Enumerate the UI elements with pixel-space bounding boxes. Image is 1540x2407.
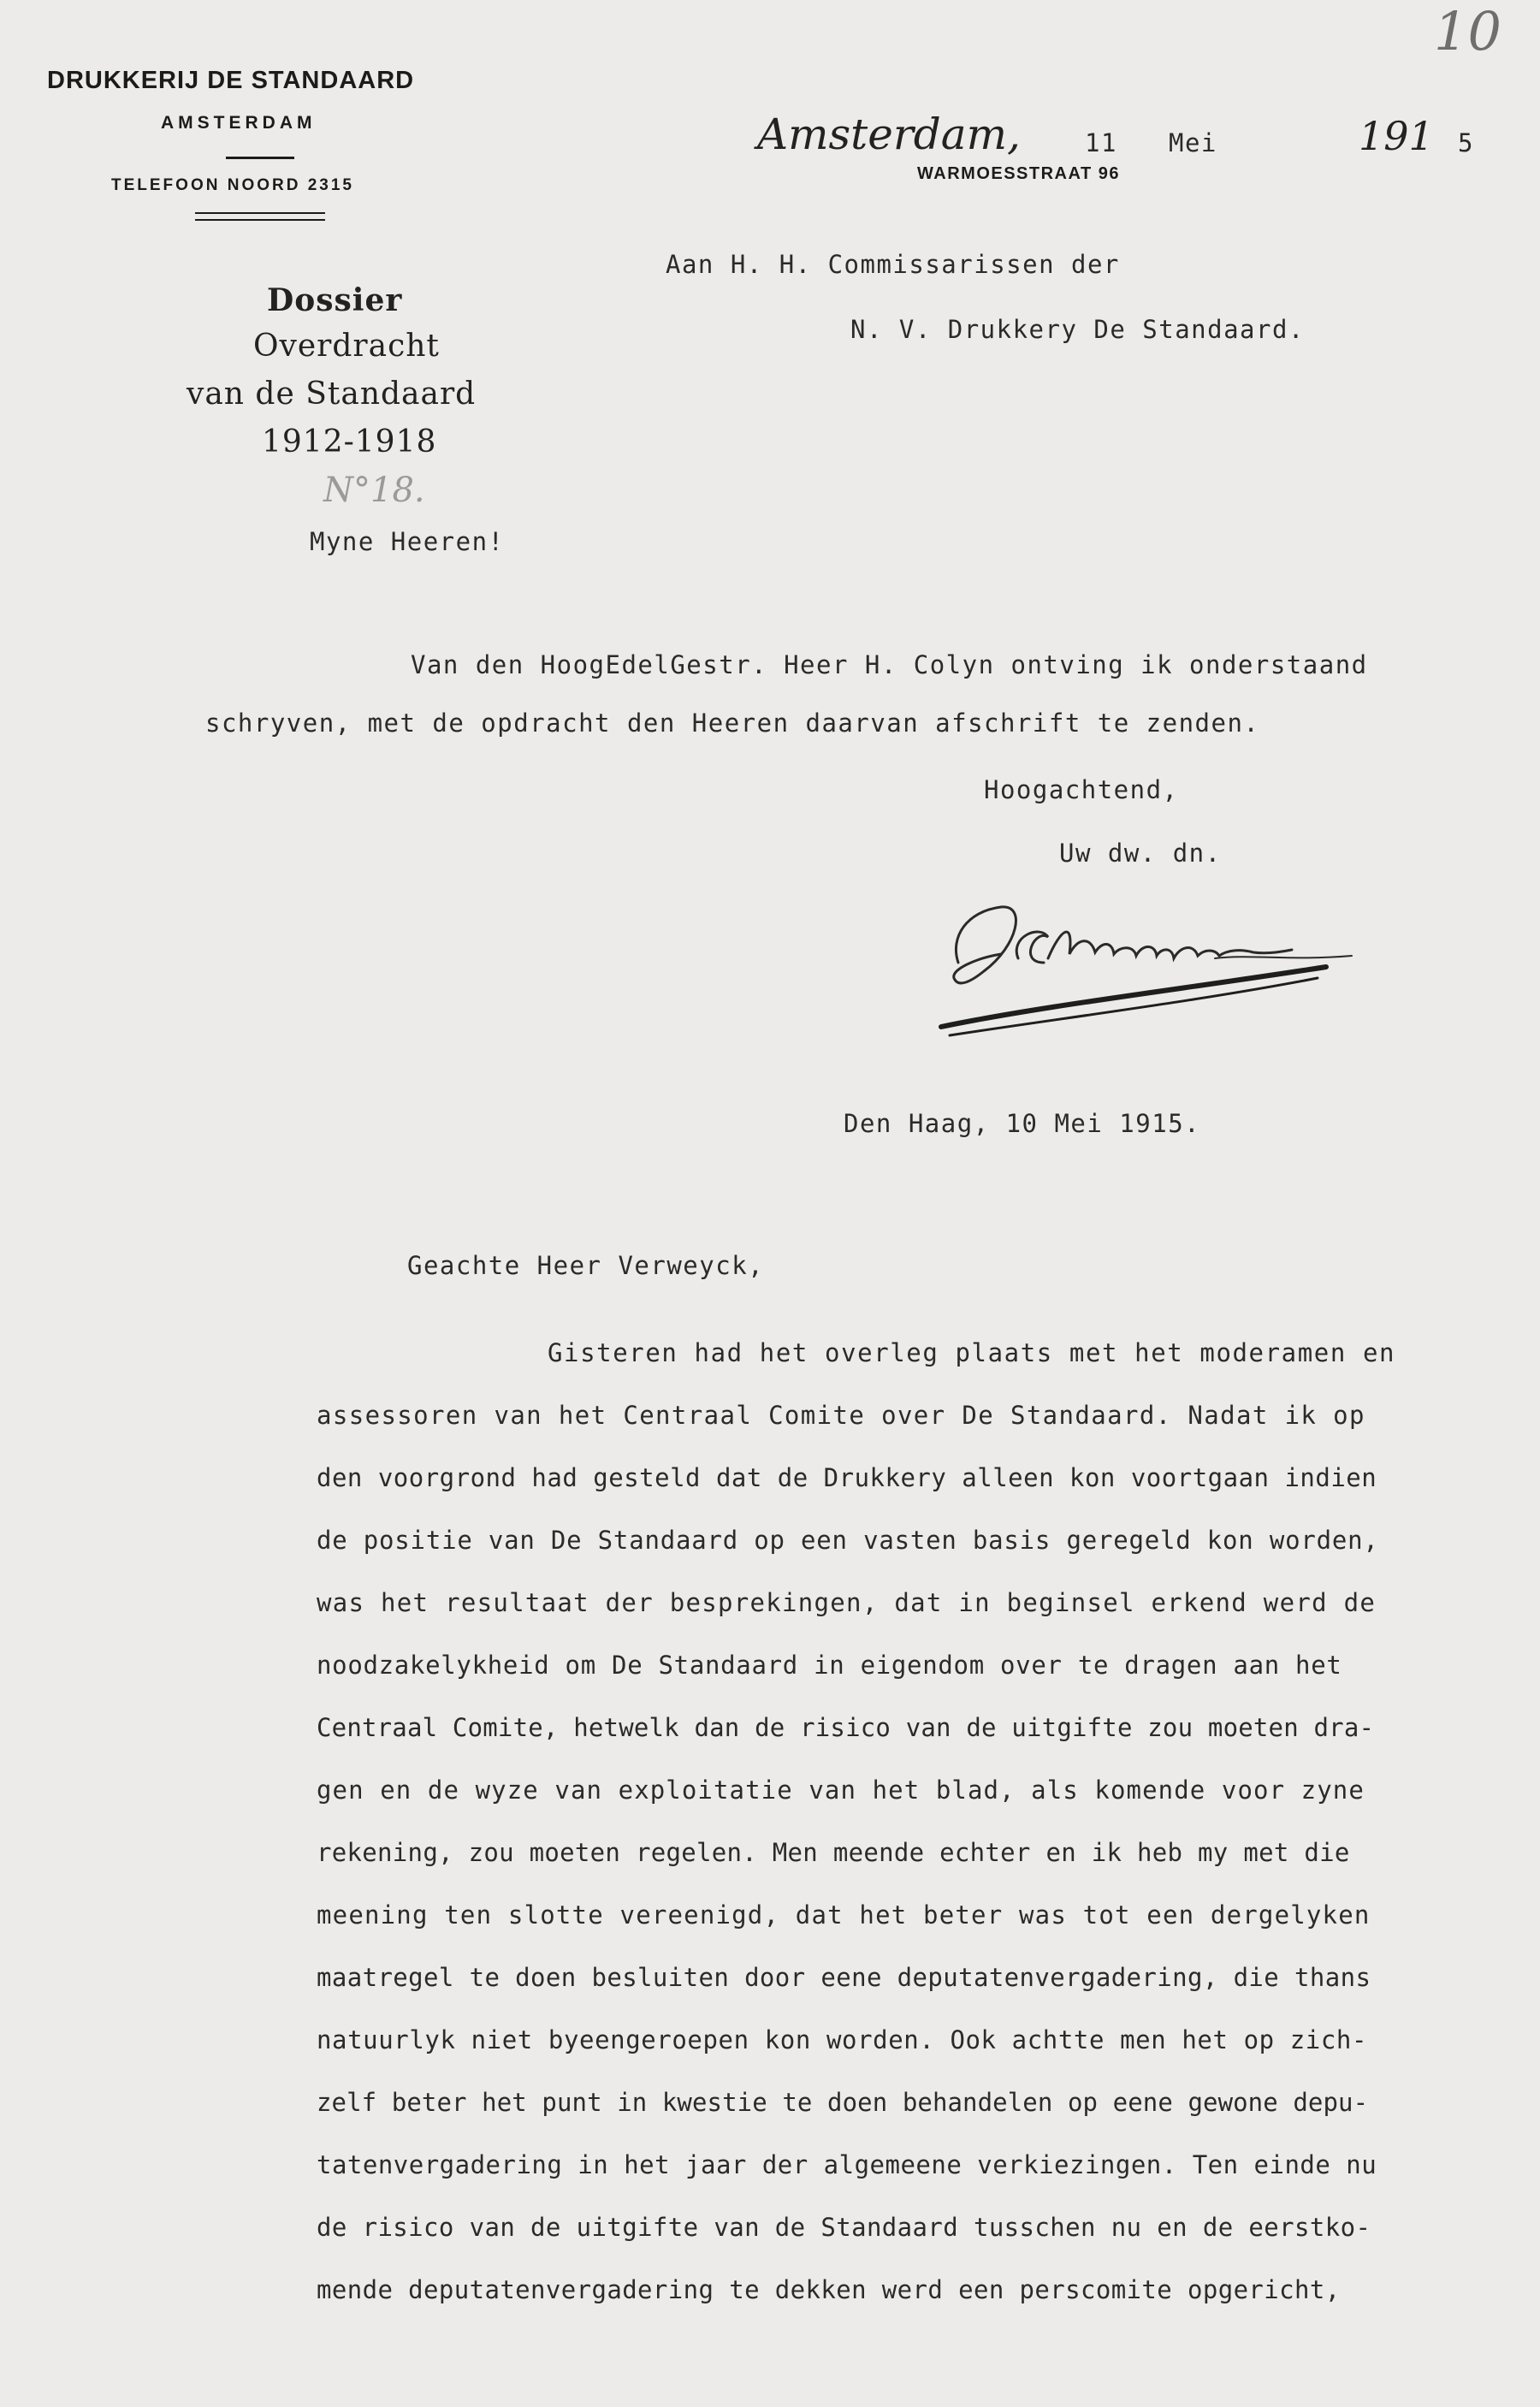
letter-line: rekening, zou moeten regelen. Men meende echter en ik heb my met die <box>317 1838 1350 1867</box>
letter-line: meening ten slotte vereenigd, dat het beter was tot een dergelyken <box>317 1900 1371 1930</box>
letter-line: Centraal Comite, hetwelk dan de risico van de uitgifte zou moeten dra- <box>317 1713 1375 1742</box>
letterhead-date-day: 11 <box>1085 128 1117 157</box>
letterhead-year-prefix: 191 <box>1359 113 1434 159</box>
addressee-line-1: Aan H. H. Commissarissen der <box>666 250 1120 279</box>
letterhead-double-rule-bottom <box>195 219 325 221</box>
closing-hoogachtend: Hoogachtend, <box>984 775 1179 804</box>
letterhead-year-suffix: 5 <box>1458 128 1474 157</box>
closing-uw-dw-dn: Uw dw. dn. <box>1059 839 1222 868</box>
letter-line: zelf beter het punt in kwestie te doen behandelen op eene gewone depu- <box>317 2088 1369 2117</box>
letter-line: gen en de wyze van exploitatie van het blad, als komende voor zyne <box>317 1776 1365 1805</box>
letterhead-double-rule-top <box>195 212 325 214</box>
signature-image <box>890 877 1369 1048</box>
letterhead-divider <box>226 157 294 159</box>
letter-line: natuurlyk niet byeengeroepen kon worden. Ook achtte men het op zich- <box>317 2025 1368 2054</box>
letter-line: assessoren van het Centraal Comite over De Standaard. Nadat ik op <box>317 1401 1365 1430</box>
letterhead-city: AMSTERDAM <box>161 113 317 133</box>
salutation: Myne Heeren! <box>310 527 505 556</box>
letterhead-place-script: Amsterdam, <box>757 110 1021 159</box>
letterhead-company-name: DRUKKERIJ DE STANDAARD <box>47 67 415 94</box>
stamp-overdracht: Overdracht <box>253 329 440 364</box>
letterhead-date-month: Mei <box>1169 128 1217 157</box>
pencil-note: N°18. <box>323 471 425 510</box>
letter-line: mende deputatenvergadering te dekken werd een perscomite opgericht, <box>317 2275 1341 2304</box>
letter-line: de positie van De Standaard op een vasten basis geregeld kon worden, <box>317 1526 1379 1555</box>
cover-line-1: Van den HoogEdelGestr. Heer H. Colyn ontving ik onderstaand <box>411 650 1368 679</box>
stamp-years: 1912-1918 <box>262 424 437 459</box>
letterhead-telephone: TELEFOON NOORD 2315 <box>111 176 354 194</box>
stamp-van-de-standaard: van de Standaard <box>187 376 477 412</box>
addressee-line-2: N. V. Drukkery De Standaard. <box>850 315 1305 344</box>
letterhead-address: WARMOESSTRAAT 96 <box>917 164 1120 183</box>
letter-line: was het resultaat der besprekingen, dat in beginsel erkend werd de <box>317 1588 1377 1617</box>
cover-line-2: schryven, met de opdracht den Heeren daarvan afschrift te zenden. <box>205 708 1260 738</box>
letter-salutation: Geachte Heer Verweyck, <box>407 1251 765 1280</box>
letter-line: tatenvergadering in het jaar der algemeene verkiezingen. Ten einde nu <box>317 2150 1377 2179</box>
letter-dateline: Den Haag, 10 Mei 1915. <box>844 1109 1201 1138</box>
letter-line: de risico van de uitgifte van de Standaard tusschen nu en de eerstko- <box>317 2213 1371 2242</box>
letter-line: maatregel te doen besluiten door eene deputatenvergadering, die thans <box>317 1963 1371 1992</box>
archive-number: 10 <box>1434 0 1502 62</box>
stamp-dossier: Dossier <box>267 282 403 318</box>
letter-line: den voorgrond had gesteld dat de Drukkery alleen kon voortgaan indien <box>317 1463 1377 1492</box>
letter-line: Gisteren had het overleg plaats met het moderamen en <box>548 1338 1396 1367</box>
letter-line: noodzakelykheid om De Standaard in eigendom over te dragen aan het <box>317 1651 1342 1680</box>
